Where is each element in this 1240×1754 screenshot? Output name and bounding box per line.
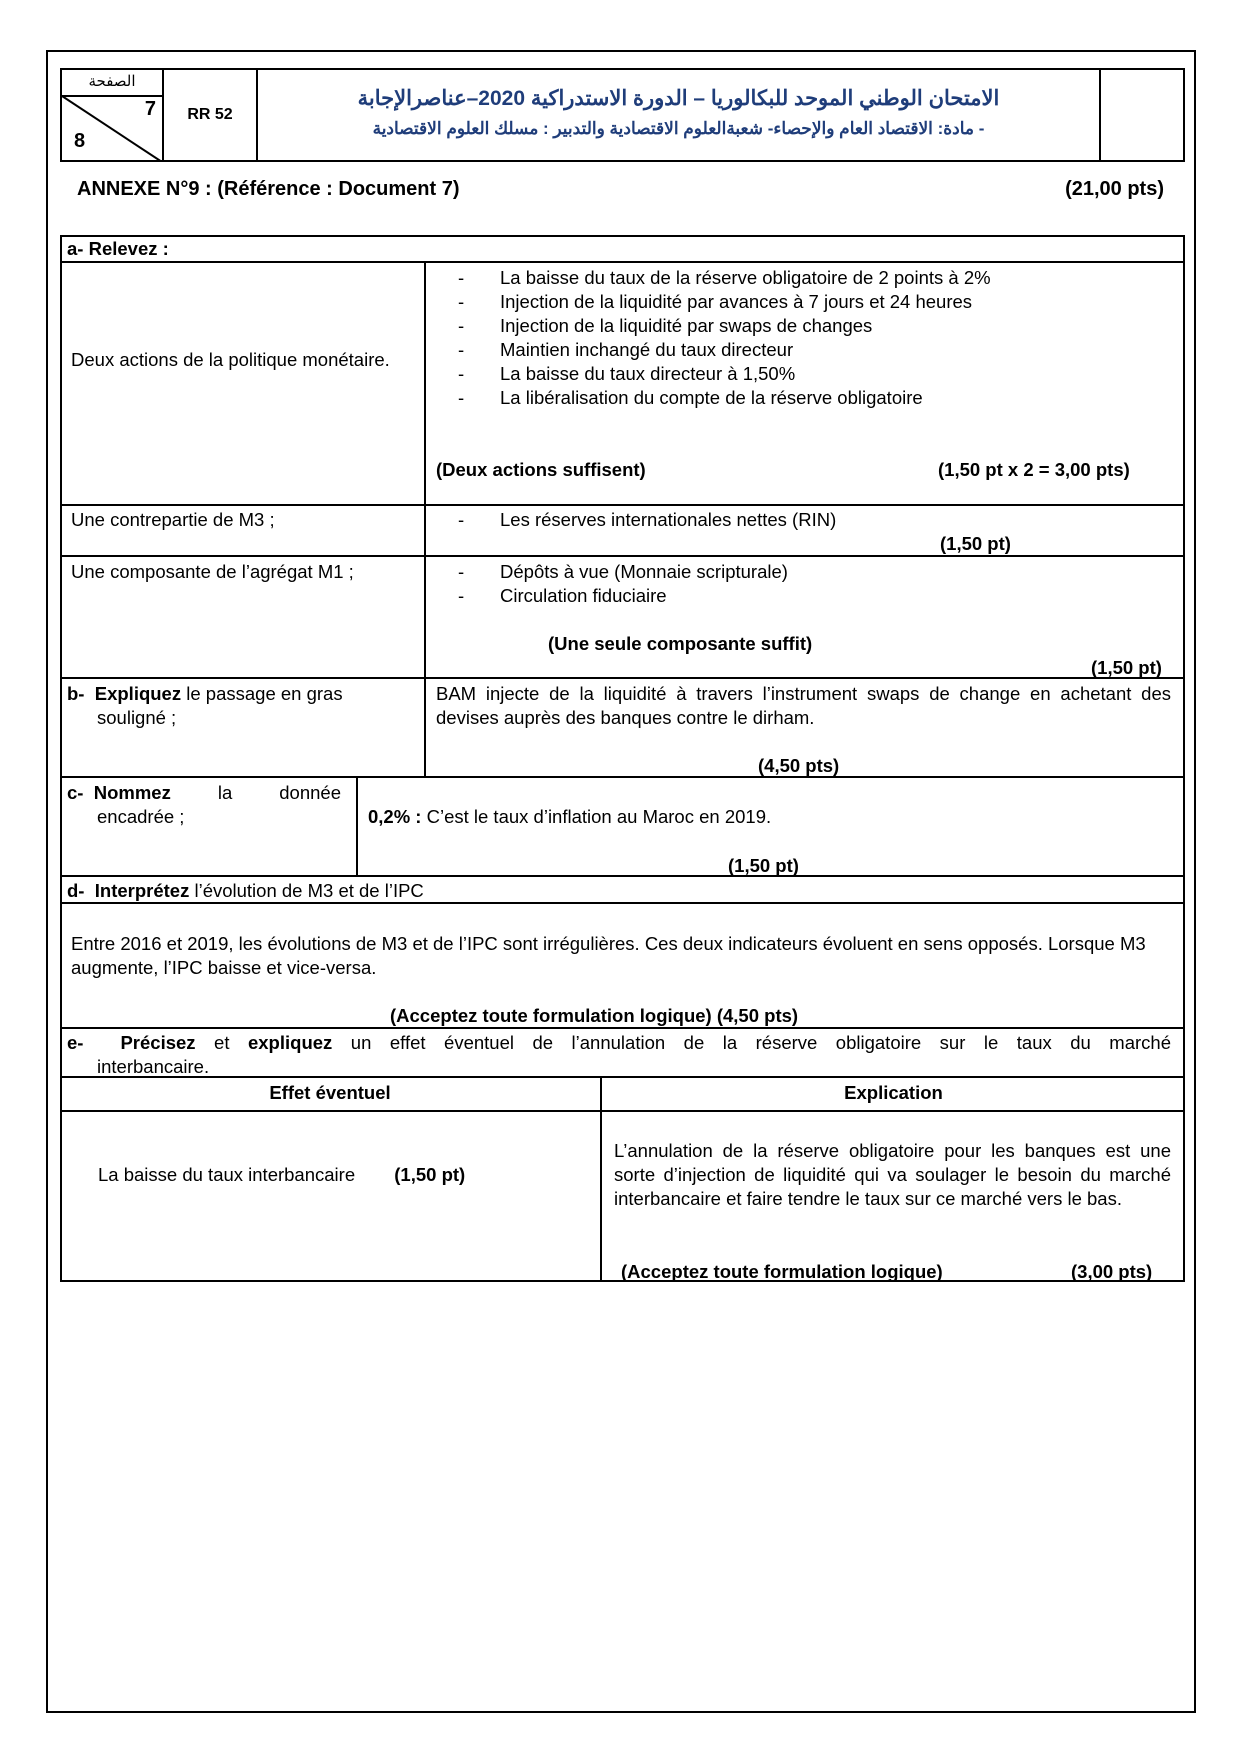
column-divider xyxy=(356,776,358,876)
row-divider xyxy=(60,776,1185,778)
effect-text: La baisse du taux interbancaire xyxy=(98,1164,356,1185)
list-item: - Injection de la liquidité par swaps de changes xyxy=(436,314,1166,338)
section-b-rest-line2: souligné ; xyxy=(97,707,177,728)
section-c-word-la: la xyxy=(217,782,233,803)
section-a-row3-answers xyxy=(436,560,1166,608)
section-d-note: (Acceptez toute formulation logique) (4,50 pts) xyxy=(390,1005,799,1026)
list-item: - La baisse du taux directeur à 1,50% xyxy=(436,362,1166,386)
section-a-row2-points: (1,50 pt) xyxy=(940,533,1011,554)
section-e-effect xyxy=(98,1163,465,1187)
column-divider xyxy=(600,1076,602,1282)
section-a-row3-question: Une composante de l’agrégat M1 ; xyxy=(71,561,354,582)
section-b-rest: le passage en gras xyxy=(181,683,343,704)
section-a-row3-points: (1,50 pt) xyxy=(1091,657,1162,678)
section-a-row2-question: Une contrepartie de M3 ; xyxy=(71,509,275,530)
section-a-row2-answers xyxy=(436,508,1166,532)
section-b-answer: BAM injecte de la liquidité à travers l’instrument swaps de change en achetant des devises auprès des banques contre le dirham. xyxy=(436,683,1171,728)
section-c-question xyxy=(67,781,347,829)
section-c-answer xyxy=(368,805,771,829)
section-a-row1-points: (1,50 pt x 2 = 3,00 pts) xyxy=(938,459,1130,480)
exam-header xyxy=(60,68,1185,162)
column-divider xyxy=(424,261,426,777)
section-e-question xyxy=(67,1031,1171,1079)
section-a-heading: a- Relevez : xyxy=(67,238,169,259)
row-divider xyxy=(60,875,1185,877)
section-e-verb1: Précisez xyxy=(120,1032,196,1053)
section-d-prefix: d- xyxy=(67,880,95,901)
row-divider xyxy=(60,504,1185,506)
section-e-mid: et xyxy=(195,1032,248,1053)
question-text: Deux actions de la politique monétaire. xyxy=(71,349,390,370)
page-total: 8 xyxy=(74,130,86,152)
page-number-box xyxy=(62,70,164,160)
exam-title-line2: - مادة: الاقتصاد العام والإحصاء- شعبةالعلوم الاقتصادية والتدبير : مسلك العلوم الاقتصادية xyxy=(372,119,985,138)
annexe-points: (21,00 pts) xyxy=(1065,178,1164,200)
section-b-question xyxy=(67,682,417,730)
list-item: - Circulation fiduciaire xyxy=(436,584,1166,608)
row-divider xyxy=(60,1110,1185,1112)
column-header-explanation: Explication xyxy=(844,1082,943,1103)
section-c-answer-value: 0,2% : xyxy=(368,806,422,827)
section-e-rest-line2: interbancaire. xyxy=(97,1056,210,1077)
section-c-word-donnee: donnée xyxy=(279,782,341,803)
section-a-row1-answers xyxy=(436,266,1166,410)
list-item: - Maintien inchangé du taux directeur xyxy=(436,338,1166,362)
section-d-answer: Entre 2016 et 2019, les évolutions de M3 et de l’IPC sont irrégulières. Ces deux indicateurs évoluent en sens opposés. Lorsque M3 augmente, l’IPC baisse et vice-versa. xyxy=(71,933,1146,978)
section-d-verb: Interprétez xyxy=(94,880,190,901)
row-divider xyxy=(60,555,1185,557)
exam-title xyxy=(258,70,1101,160)
effect-points: (1,50 pt) xyxy=(394,1164,466,1185)
section-c-points: (1,50 pt) xyxy=(728,855,799,876)
section-e-points: (3,00 pts) xyxy=(1071,1261,1153,1282)
section-e-explanation: L’annulation de la réserve obligatoire pour les banques est une sorte d’injection de liquidité qui va soulager le besoin du marché interbancaire et faire tendre le taux sur ce marché vers le bas. xyxy=(614,1140,1171,1209)
page-current: 7 xyxy=(144,98,156,120)
annexe-title: ANNEXE N°9 : (Référence : Document 7) xyxy=(77,178,460,200)
section-b-verb: Expliquez xyxy=(94,683,182,704)
section-a-row3-note: (Une seule composante suffit) xyxy=(548,633,813,654)
exam-title-line1: الامتحان الوطني الموحد للبكالوريا – الدورة الاستدراكية 2020–عناصرالإجابة xyxy=(357,87,1000,110)
row-divider xyxy=(60,677,1185,679)
header-empty-cell xyxy=(1101,70,1183,160)
section-b-points: (4,50 pts) xyxy=(758,755,840,776)
section-e-prefix: e- xyxy=(67,1032,121,1053)
section-c-answer-text: C’est le taux d’inflation au Maroc en 2019. xyxy=(421,806,772,827)
section-a-row1-note: (Deux actions suffisent) xyxy=(436,459,646,480)
section-c-rest-line2: encadrée ; xyxy=(97,806,185,827)
section-b-prefix: b- xyxy=(67,683,95,704)
section-d-question xyxy=(67,879,424,903)
exam-code: RR 52 xyxy=(164,70,258,160)
list-item: - Injection de la liquidité par avances à 7 jours et 24 heures xyxy=(436,290,1166,314)
section-a-row1-question xyxy=(71,348,411,372)
section-e-rest: un effet éventuel de l’annulation de la réserve obligatoire sur le taux du marché xyxy=(332,1032,1171,1053)
section-d-rest: l’évolution de M3 et de l’IPC xyxy=(189,880,424,901)
list-item: - La libéralisation du compte de la réserve obligatoire xyxy=(436,386,1166,410)
list-item: - Les réserves internationales nettes (RIN) xyxy=(436,508,1166,532)
page-label: الصفحة xyxy=(62,71,162,97)
section-e-note: (Acceptez toute formulation logique) xyxy=(621,1261,943,1282)
row-divider xyxy=(60,261,1185,263)
list-item: - Dépôts à vue (Monnaie scripturale) xyxy=(436,560,1166,584)
list-item: - La baisse du taux de la réserve obligatoire de 2 points à 2% xyxy=(436,266,1166,290)
section-c-verb: Nommez xyxy=(93,782,171,803)
section-e-verb2: expliquez xyxy=(247,1032,333,1053)
section-c-prefix: c- xyxy=(67,782,94,803)
column-header-effect: Effet éventuel xyxy=(269,1082,391,1103)
